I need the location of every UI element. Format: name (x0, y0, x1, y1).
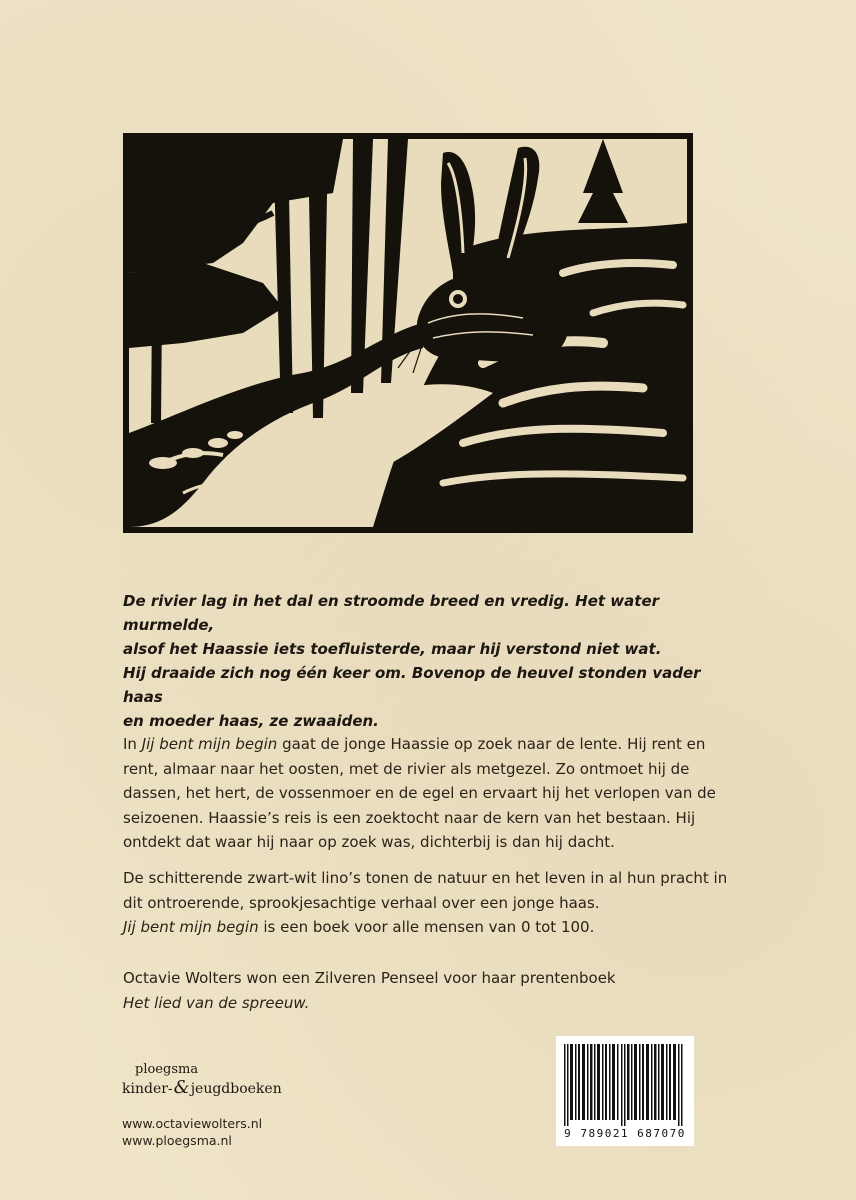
blurb-line: De rivier lag in het dal en stroomde breed en vredig. Het water murmelde, (123, 592, 660, 634)
publisher-name-right: jeugdboeken (190, 1081, 282, 1097)
award-book-title: Het lied van de spreeuw. (123, 993, 310, 1012)
website-link[interactable]: www.ploegsma.nl (122, 1133, 232, 1148)
blurb-line: alsof het Haassie iets toefluisterde, maar hij verstond niet wat. (123, 640, 662, 658)
description-paragraph-1 (123, 732, 743, 855)
cover-illustration (123, 133, 693, 533)
website-link[interactable]: www.octaviewolters.nl (122, 1116, 263, 1131)
website-list (122, 1115, 262, 1149)
hare-linocut-image (123, 133, 693, 533)
blurb-excerpt (123, 589, 743, 733)
p1-prefix: In (123, 735, 142, 753)
isbn-number: 9 789021 687070 (564, 1127, 686, 1140)
publisher-name-top: ploegsma (135, 1062, 199, 1077)
description-paragraph-3 (123, 966, 743, 1015)
p1-text: gaat de jonge Haassie op zoek naar de lente. Hij rent en rent, almaar naar het oosten, met de rivier als metgezel. Zo ontmoet hij de dassen, het hert, de vossenmoer en de egel en ervaart hij het verlopen van de seizoenen. Haassie’s reis is een zoektocht naar de kern van het bestaan. Hij ontdekt dat waar hij naar op zoek was, dichterbij is dan hij dacht. (123, 735, 716, 851)
blurb-line: en moeder haas, ze zwaaiden. (123, 712, 379, 730)
barcode-bars (564, 1044, 686, 1126)
p2-text: De schitterende zwart-wit lino’s tonen de natuur en het leven in al hun pracht in dit ontroerende, sprookjesachtige verhaal over een jonge haas. (123, 869, 728, 912)
publisher-logo (122, 1062, 292, 1099)
p3-text: Octavie Wolters won een Zilveren Penseel voor haar prentenboek (123, 969, 616, 987)
book-title: Jij bent mijn begin (123, 918, 259, 936)
isbn-barcode (556, 1036, 694, 1146)
p2-rest: is een boek voor alle mensen van 0 tot 100. (258, 918, 595, 936)
publisher-ampersand: & (173, 1077, 190, 1098)
blurb-line: Hij draaide zich nog één keer om. Bovenop de heuvel stonden vader haas (123, 664, 701, 706)
publisher-name-left: kinder- (122, 1081, 173, 1097)
description-paragraph-2 (123, 866, 743, 940)
book-title: Jij bent mijn begin (141, 735, 278, 753)
